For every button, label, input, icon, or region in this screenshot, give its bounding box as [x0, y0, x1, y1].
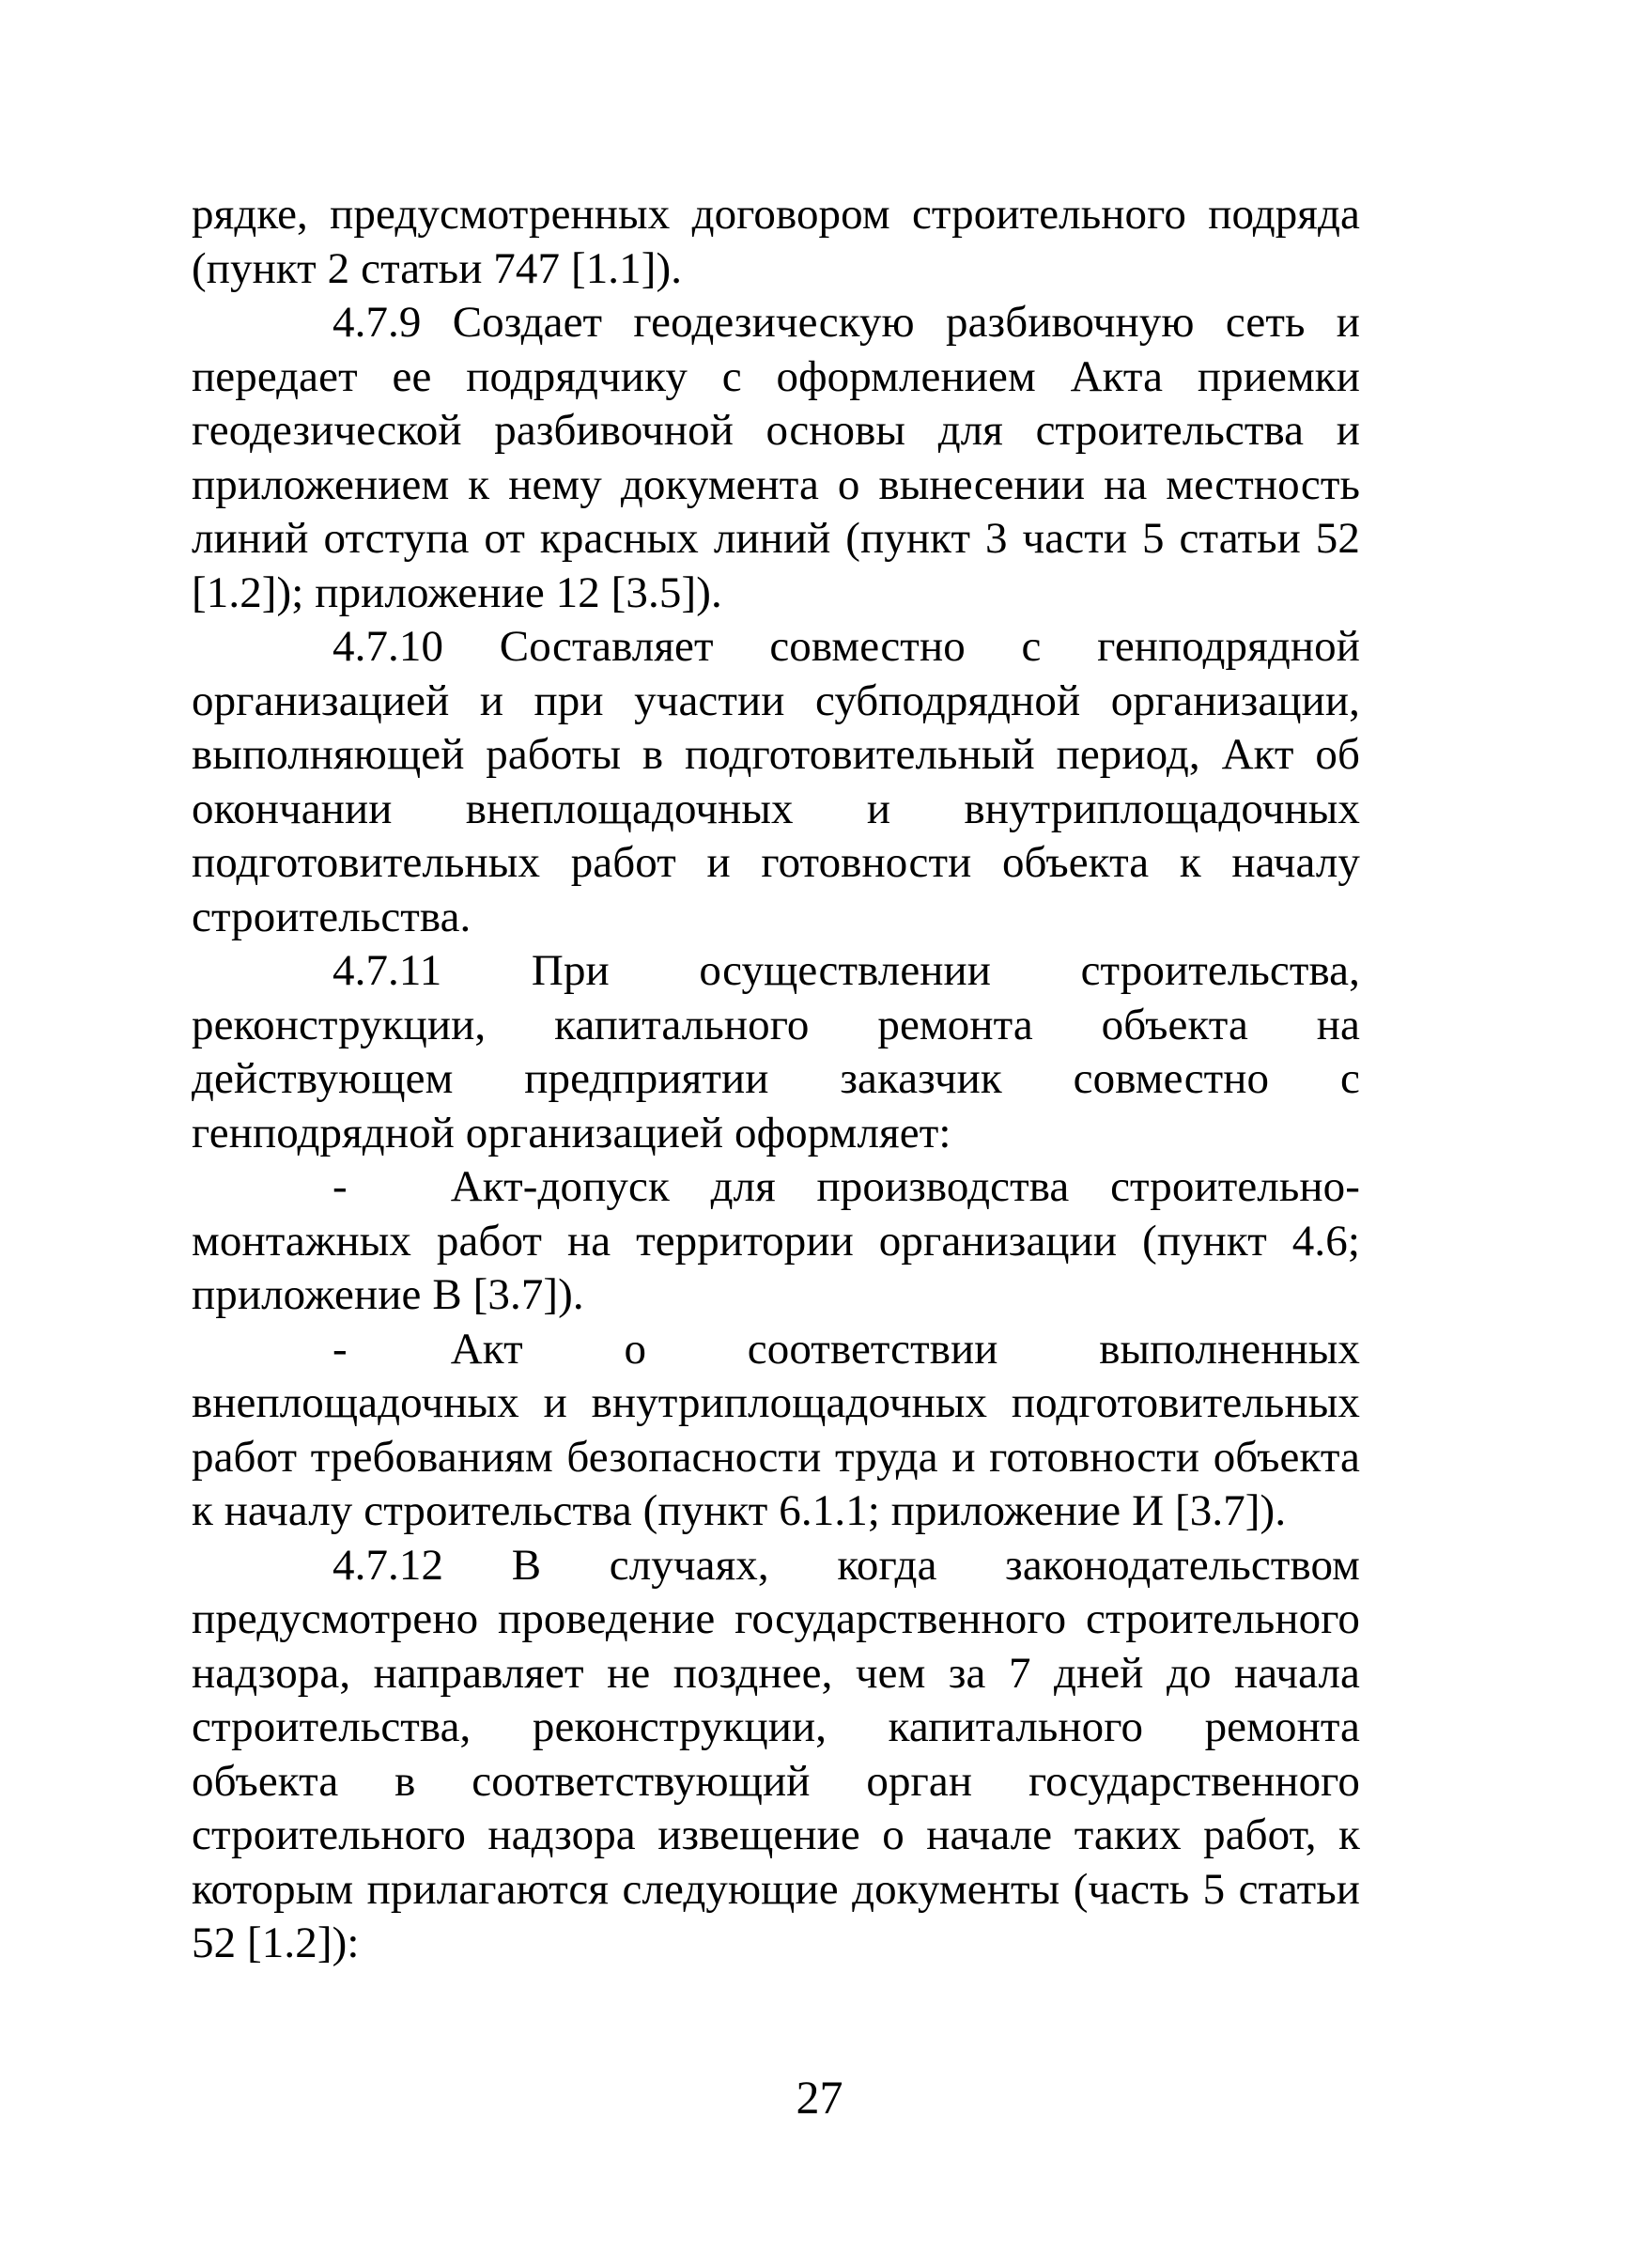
list-item	[192, 1160, 1360, 1323]
list-item-text: Акт о соответствии выполненных внеплощадочных и внутриплощадочных подготовительных работ требованиям безопасности труда и готовности объекта к началу строительства (пункт 6.1.1; приложение И [3.7]).	[192, 1324, 1360, 1535]
paragraph-4-7-11: 4.7.11 При осуществлении строительства, реконструкции, капитального ремонта объекта на действующем предприятии заказчик совместно с генподрядной организацией оформляет:	[192, 946, 1360, 1157]
list-item	[192, 1323, 1360, 1539]
paragraph-continuation: рядке, предусмотренных договором строительного подряда (пункт 2 статьи 747 [1.1]).	[192, 190, 1360, 293]
list-marker: -	[332, 1324, 348, 1374]
list-item-text: Акт-допуск для производства строительно-монтажных работ на территории организации (пункт 4.6; приложение В [3.7]).	[192, 1162, 1360, 1319]
list-marker: -	[332, 1162, 348, 1211]
paragraph-4-7-10: 4.7.10 Составляет совместно с генподрядной организацией и при участии субподрядной организации, выполняющей работы в подготовительный период, Акт об окончании внеплощадочных и внутриплощадочных подготовительных работ и готовности объекта к началу строительства.	[192, 622, 1360, 941]
body-text	[192, 188, 1360, 1971]
paragraph-4-7-12: 4.7.12 В случаях, когда законодательством предусмотрено проведение государственного строительного надзора, направляет не позднее, чем за 7 дней до начала строительства, реконструкции, капитального ремонта объекта в соответствующий орган государственного строительного надзора извещение о начале таких работ, к которым прилагаются следующие документы (часть 5 статьи 52 [1.2]):	[192, 1540, 1360, 1967]
paragraph-4-7-9: 4.7.9 Создает геодезическую разбивочную сеть и передает ее подрядчику с оформлением Акта приемки геодезической разбивочной основы для строительства и приложением к нему документа о вынесении на местность линий отступа от красных линий (пункт 3 части 5 статьи 52 [1.2]); приложение 12 [3.5]).	[192, 298, 1360, 617]
page-number: 27	[796, 2071, 843, 2123]
